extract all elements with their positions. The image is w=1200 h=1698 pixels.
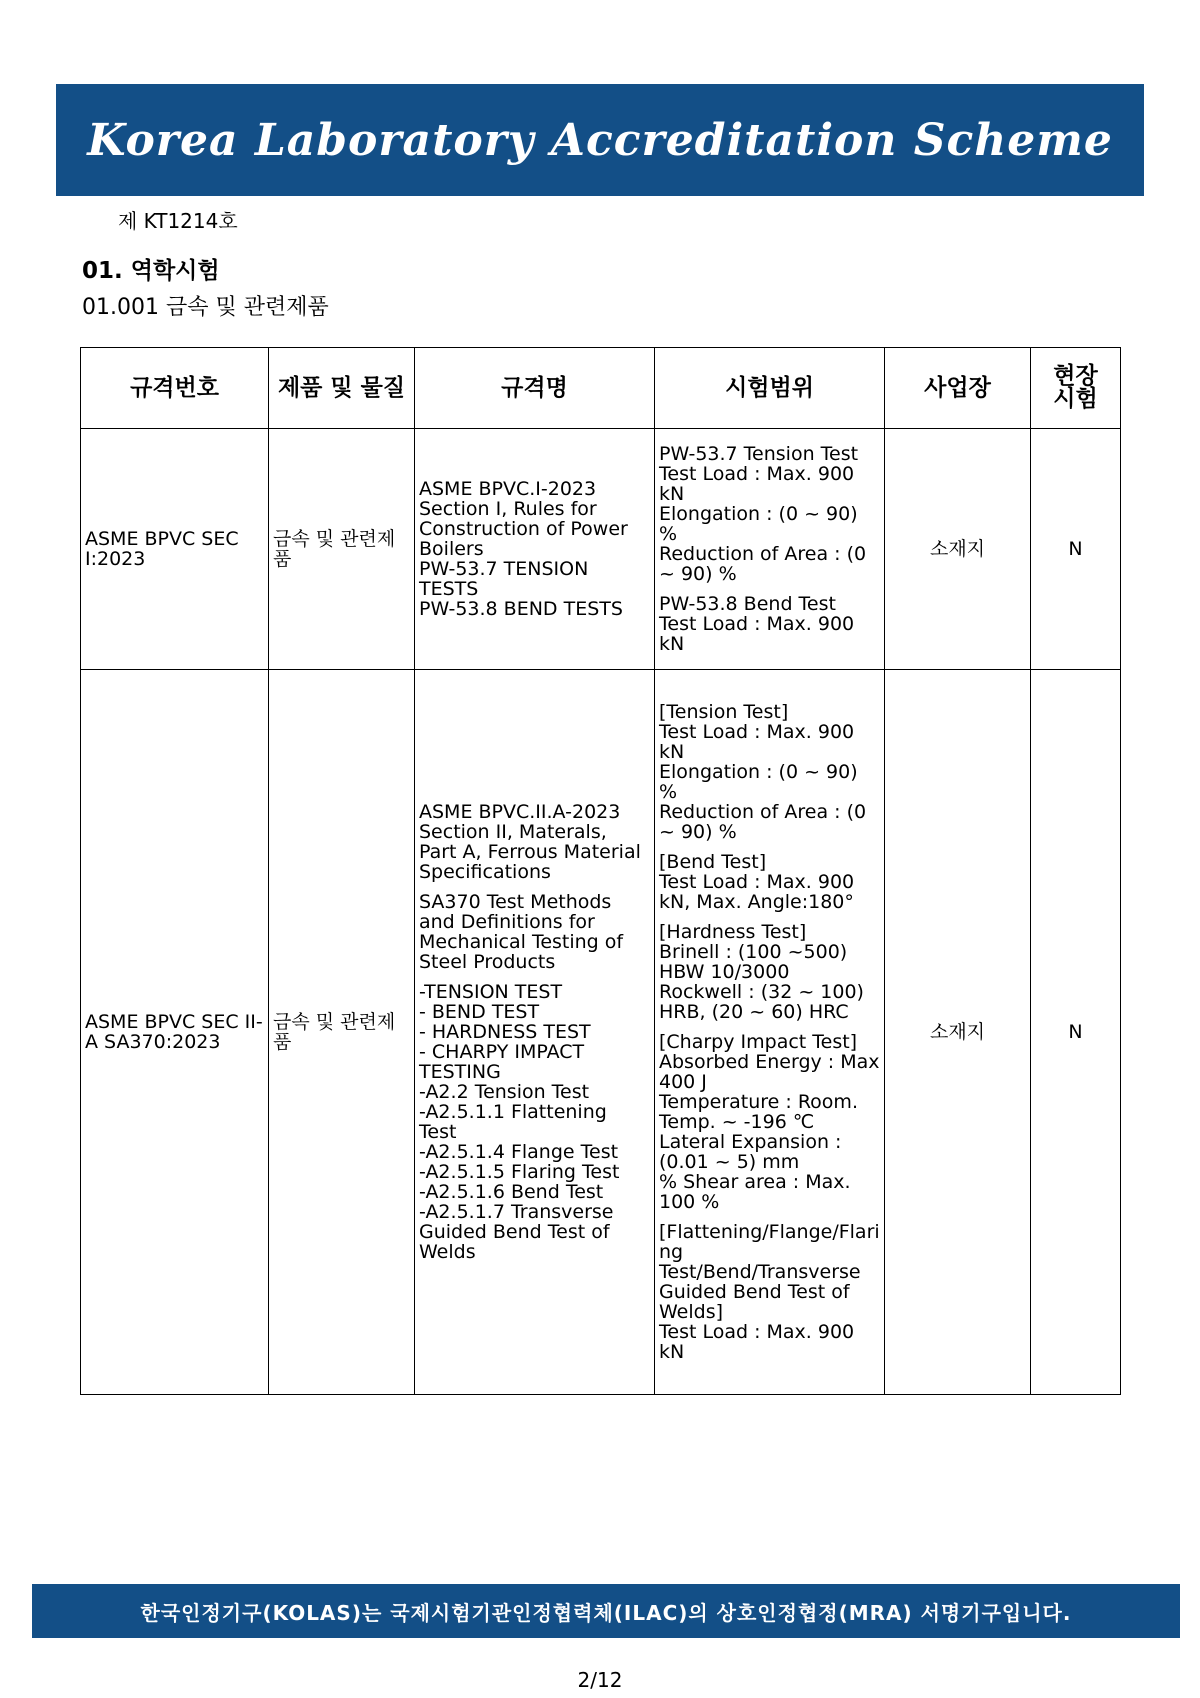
header-banner [56, 84, 1144, 196]
col-header-standard-name: 규격명 [415, 348, 655, 429]
cell-site: 소재지 [885, 429, 1031, 670]
cell-standard-name: ASME BPVC.I-2023 Section I, Rules for Construction of Power Boilers PW-53.7 TENSION TESTS PW-53.8 BEND TESTS [415, 429, 655, 670]
scope-paragraph: PW-53.8 Bend Test Test Load : Max. 900 kN [659, 593, 855, 655]
table-header-row [81, 348, 1121, 429]
col-header-test-scope: 시험범위 [655, 348, 885, 429]
footer-banner [32, 1584, 1180, 1638]
cell-product: 금속 및 관련제품 [269, 429, 415, 670]
cell-standard-no: ASME BPVC SEC I:2023 [81, 429, 269, 670]
standard-name-paragraph: -TENSION TEST - BEND TEST - HARDNESS TEST - CHARPY IMPACT TESTING -A2.2 Tension Test -A2.5.1.1 Flattening Test -A2.5.1.4 Flange Test -A2.5.1.5 Flaring Test -A2.5.1.6 Bend Test -A2.5.1.7 Transverse Guided Bend Test of Welds [419, 981, 620, 1263]
col-header-onsite: 현장 시험 [1031, 348, 1121, 429]
scope-paragraph: [Tension Test] Test Load : Max. 900 kN Elongation : (0 ~ 90) % Reduction of Area : (0 ~ 90) % [659, 701, 867, 843]
col-header-product: 제품 및 물질 [269, 348, 415, 429]
cell-standard-no: ASME BPVC SEC II-A SA370:2023 [81, 670, 269, 1395]
page-number: 2/12 [577, 1668, 623, 1692]
certificate-number: 제 KT1214호 [118, 209, 238, 233]
cell-standard-name [415, 670, 655, 1395]
standard-name-paragraph: SA370 Test Methods and Definitions for Mechanical Testing of Steel Products [419, 891, 624, 973]
banner-title: Korea Laboratory Accreditation Scheme [87, 114, 1113, 166]
accreditation-scope-table [80, 347, 1121, 1395]
cell-test-scope [655, 670, 885, 1395]
footer-statement: 한국인정기구(KOLAS)는 국제시험기관인정협력체(ILAC)의 상호인정협정(MRA) 서명기구입니다. [140, 1600, 1072, 1625]
section-title: 01. 역학시험 [82, 258, 220, 284]
scope-paragraph: [Flattening/Flange/Flaring Test/Bend/Transverse Guided Bend Test of Welds] Test Load : Max. 900 kN [659, 1221, 880, 1363]
cell-product: 금속 및 관련제품 [269, 670, 415, 1395]
scope-paragraph: [Bend Test] Test Load : Max. 900 kN, Max. Angle:180° [659, 851, 855, 913]
cell-onsite: N [1031, 429, 1121, 670]
cell-onsite: N [1031, 670, 1121, 1395]
cell-site: 소재지 [885, 670, 1031, 1395]
col-header-standard-no: 규격번호 [81, 348, 269, 429]
table-row [81, 429, 1121, 670]
scope-paragraph: PW-53.7 Tension Test Test Load : Max. 900 kN Elongation : (0 ~ 90) % Reduction of Area : (0 ~ 90) % [659, 443, 867, 585]
col-header-site: 사업장 [885, 348, 1031, 429]
subsection-title: 01.001 금속 및 관련제품 [82, 295, 329, 320]
table-row [81, 670, 1121, 1395]
scope-paragraph: [Charpy Impact Test] Absorbed Energy : Max 400 J Temperature : Room. Temp. ~ -196 ℃ Lateral Expansion : (0.01 ~ 5) mm % Shear area : Max. 100 % [659, 1031, 880, 1213]
cell-test-scope [655, 429, 885, 670]
standard-name-paragraph: ASME BPVC.II.A-2023 Section II, Materals, Part A, Ferrous Material Specifications [419, 801, 641, 883]
scope-paragraph: [Hardness Test] Brinell : (100 ~500) HBW 10/3000 Rockwell : (32 ~ 100) HRB, (20 ~ 60) HRC [659, 921, 864, 1023]
